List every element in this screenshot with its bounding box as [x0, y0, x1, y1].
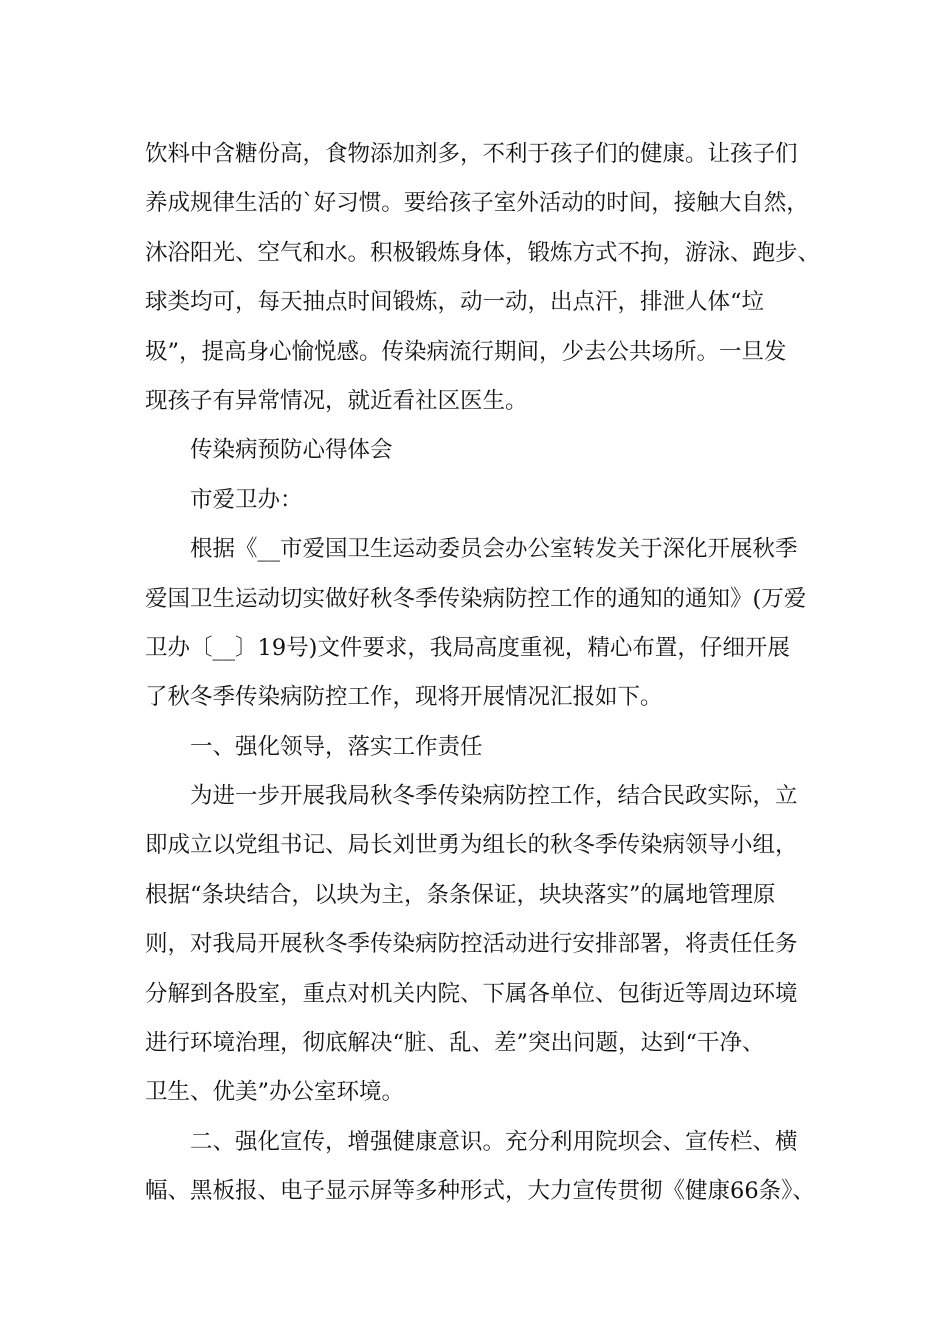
document-body	[145, 130, 835, 1217]
body-line: 卫生、优美”办公室环境。	[145, 1079, 405, 1106]
body-line: 现孩子有异常情况，就近看社区医生。	[145, 387, 528, 414]
body-line: 则，对我局开展秋冬季传染病防控活动进行安排部署，将责任任务	[145, 931, 798, 958]
body-line: 爱国卫生运动切实做好秋冬季传染病防控工作的通知的通知》(万爱	[145, 585, 807, 612]
body-line: 球类均可，每天抽点时间锻炼，动一动，出点汗，排泄人体“垃	[145, 289, 765, 316]
body-line: 分解到各股室，重点对机关内院、下属各单位、包街近等周边环境	[145, 980, 798, 1007]
body-line: 二、强化宣传，增强健康意识。充分利用院坝会、宣传栏、横	[190, 1128, 798, 1155]
body-line: 圾”，提高身心愉悦感。传染病流行期间，少去公共场所。一旦发	[145, 338, 787, 365]
body-line: 了秋冬季传染病防控工作，现将开展情况汇报如下。	[145, 684, 663, 711]
section-heading: 一、强化领导，落实工作责任	[190, 733, 483, 760]
body-line: 卫办〔__〕19号)文件要求，我局高度重视，精心布置，仔细开展	[145, 634, 790, 661]
salutation: 市爱卫办：	[190, 486, 303, 513]
body-line: 养成规律生活的`好习惯。要给孩子室外活动的时间，接触大自然，	[145, 190, 809, 217]
body-line: 为进一步开展我局秋冬季传染病防控工作，结合民政实际，立	[190, 783, 798, 810]
body-line: 进行环境治理，彻底解决“脏、乱、差”突出问题，达到“干净、	[145, 1030, 765, 1057]
section-title: 传染病预防心得体会	[190, 437, 393, 464]
body-line: 饮料中含糖份高，食物添加剂多，不利于孩子们的健康。让孩子们	[145, 141, 798, 167]
body-line: 根据《__市爱国卫生运动委员会办公室转发关于深化开展秋季	[190, 536, 798, 563]
body-line: 根据“条块结合，以块为主，条条保证，块块落实”的属地管理原	[145, 881, 776, 908]
body-line: 即成立以党组书记、局长刘世勇为组长的秋冬季传染病领导小组，	[145, 832, 798, 859]
body-line: 沐浴阳光、空气和水。积极锻炼身体，锻炼方式不拘，游泳、跑步、	[145, 239, 821, 266]
body-line: 幅、黑板报、电子显示屏等多种形式，大力宣传贯彻《健康66条》、	[145, 1178, 815, 1205]
